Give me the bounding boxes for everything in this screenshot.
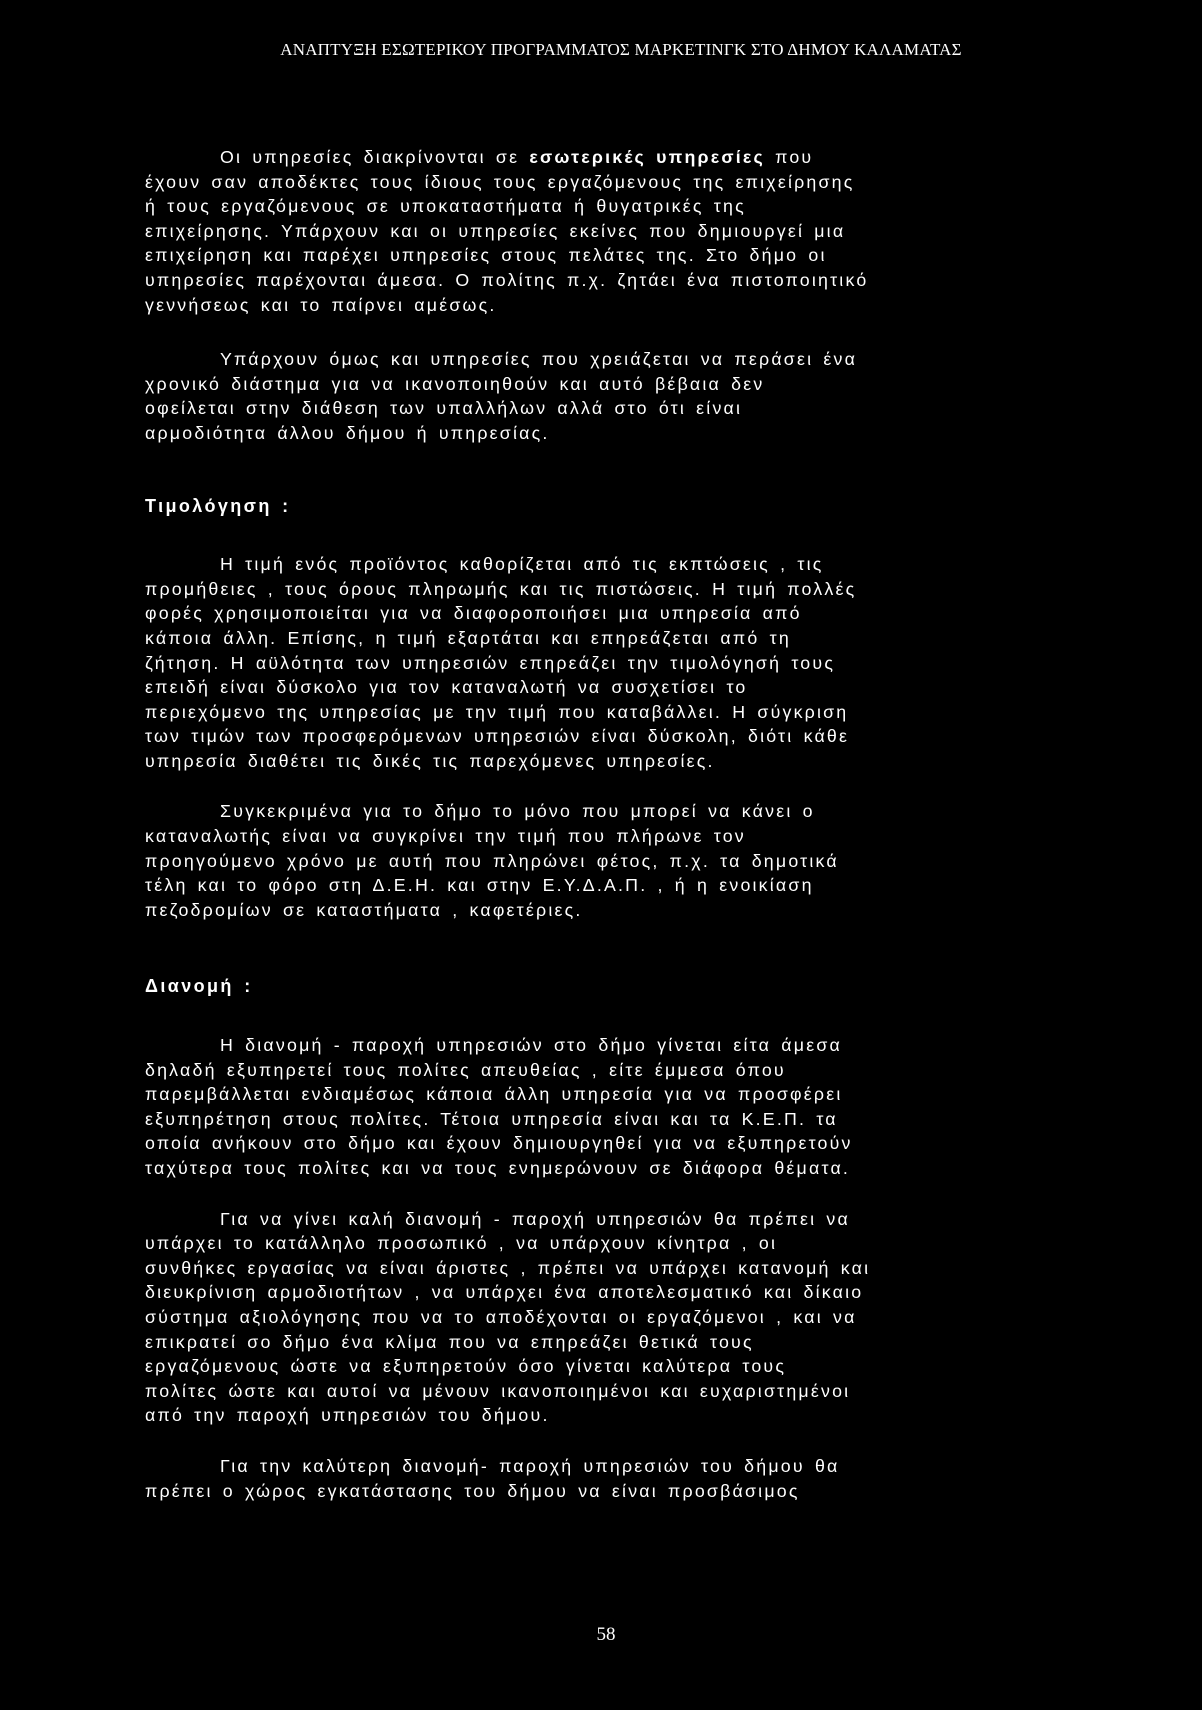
text-line: εξυπηρέτηση στους πολίτες. Τέτοια υπηρεσία είναι και τα Κ.Ε.Π. τα xyxy=(145,1108,838,1129)
text-line: επιχείρηση και παρέχει υπηρεσίες στους πελάτες της. Στο δήμο οι xyxy=(145,245,827,266)
running-header: ΑΝΑΠΤΥΞΗ ΕΣΩΤΕΡΙΚΟΥ ΠΡΟΓΡΑΜΜΑΤΟΣ ΜΑΡΚΕΤΙΝΓΚ ΣΤΟ ΔΗΜΟΥ ΚΑΛΑΜΑΤΑΣ xyxy=(280,40,962,59)
text-line: συνθήκες εργασίας να είναι άριστες , πρέπει να υπάρχει κατανομή και xyxy=(145,1257,871,1278)
text-line: ζήτηση. Η αϋλότητα των υπηρεσιών επηρεάζει την τιμολόγησή τους xyxy=(145,652,836,673)
text-span: που xyxy=(775,147,814,167)
page-number: 58 xyxy=(596,1624,616,1645)
text-line: κάποια άλλη. Επίσης, η τιμή εξαρτάται και επηρεάζεται από τη xyxy=(145,627,791,648)
body-text xyxy=(145,145,1045,1503)
text-line: Υπάρχουν όμως και υπηρεσίες που χρειάζεται να περάσει ένα xyxy=(220,349,858,370)
text-line: ή τους εργαζόμενους σε υποκαταστήματα ή θυγατρικές της xyxy=(145,196,746,217)
paragraph-good-distribution xyxy=(145,1207,1045,1428)
text-span: Οι υπηρεσίες διακρίνονται σε xyxy=(220,147,520,167)
text-line: σύστημα αξιολόγησης που να το αποδέχονται οι εργαζόμενοι , και να xyxy=(145,1306,857,1327)
text-line: προμήθειες , τους όρους πληρωμής και τις πιστώσεις. Η τιμή πολλές xyxy=(145,578,857,599)
text-line: Η τιμή ενός προϊόντος καθορίζεται από τις εκπτώσεις , τις xyxy=(220,554,824,575)
text-line: περιεχόμενο της υπηρεσίας με την τιμή που καταβάλλει. Η σύγκριση xyxy=(145,701,849,722)
text-line: Η διανομή - παροχή υπηρεσιών στο δήμο γίνεται είτα άμεσα xyxy=(220,1035,842,1056)
text-line: οποία ανήκουν στο δήμο και έχουν δημιουργηθεί για να εξυπηρετούν xyxy=(145,1133,853,1154)
text-line: των τιμών των προσφερόμενων υπηρεσιών είναι δύσκολη, διότι κάθε xyxy=(145,726,850,747)
text-line: επιχείρησης. Υπάρχουν και οι υπηρεσίες εκείνες που δημιουργεί μια xyxy=(145,220,846,241)
emphasis-internal-services: εσωτερικές υπηρεσίες xyxy=(529,147,765,167)
text-line: αρμοδιότητα άλλου δήμου ή υπηρεσίας. xyxy=(145,422,550,443)
text-line: υπάρχει το κατάλληλο προσωπικό , να υπάρχουν κίνητρα , οι xyxy=(145,1233,778,1254)
text-line: υπηρεσίες παρέχονται άμεσα. Ο πολίτης π.χ. ζητάει ένα πιστοποιητικό xyxy=(145,269,869,290)
text-line: τέλη και το φόρο στη Δ.Ε.Η. και στην Ε.Υ.Δ.Α.Π. , ή η ενοικίαση xyxy=(145,875,814,896)
paragraph-accessibility xyxy=(145,1454,1045,1503)
text-line: πρέπει ο χώρος εγκατάστασης του δήμου να είναι προσβάσιμος xyxy=(145,1480,800,1501)
paragraph-delayed-services xyxy=(145,347,1045,445)
text-line: Για να γίνει καλή διανομή - παροχή υπηρεσιών θα πρέπει να xyxy=(220,1208,850,1229)
text-line: χρονικό διάστημα για να ικανοποιηθούν και αυτό βέβαια δεν xyxy=(145,373,765,394)
paragraph-pricing xyxy=(145,552,1045,773)
text-line: Συγκεκριμένα για το δήμο το μόνο που μπορεί να κάνει ο xyxy=(220,801,815,822)
paragraph-municipal-pricing xyxy=(145,799,1045,922)
text-line: δηλαδή εξυπηρετεί τους πολίτες απευθείας , είτε έμμεσα όπου xyxy=(145,1059,786,1080)
text-line: επικρατεί σο δήμο ένα κλίμα που να επηρεάζει θετικά τους xyxy=(145,1331,754,1352)
text-line: προηγούμενο χρόνο με αυτή που πληρώνει φέτος, π.χ. τα δημοτικά xyxy=(145,850,839,871)
section-heading-pricing: Τιμολόγηση : xyxy=(145,495,291,516)
text-line: γεννήσεως και το παίρνει αμέσως. xyxy=(145,294,497,315)
text-line: επειδή είναι δύσκολο για τον καταναλωτή να συσχετίσει το xyxy=(145,677,748,698)
section-heading-distribution: Διανομή : xyxy=(145,976,253,997)
paragraph-distribution xyxy=(145,1033,1045,1181)
text-line: από την παροχή υπηρεσιών του δήμου. xyxy=(145,1405,550,1426)
text-line: εργαζόμενους ώστε να εξυπηρετούν όσο γίνεται καλύτερα τους xyxy=(145,1356,787,1377)
text-line: πεζοδρομίων σε καταστήματα , καφετέριες. xyxy=(145,899,583,920)
text-line: φορές χρησιμοποιείται για να διαφοροποιήσει μια υπηρεσία από xyxy=(145,603,802,624)
text-line: πολίτες ώστε και αυτοί να μένουν ικανοποιημένοι και ευχαριστημένοι xyxy=(145,1380,851,1401)
text-line xyxy=(145,145,1045,170)
paragraph-internal-services xyxy=(145,145,1045,317)
text-line: διευκρίνιση αρμοδιοτήτων , να υπάρχει ένα αποτελεσματικό και δίκαιο xyxy=(145,1282,864,1303)
text-line: ταχύτερα τους πολίτες και να τους ενημερώνουν σε διάφορα θέματα. xyxy=(145,1158,851,1178)
text-line: παρεμβάλλεται ενδιαμέσως κάποια άλλη υπηρεσία για να προσφέρει xyxy=(145,1084,843,1105)
text-line: υπηρεσία διαθέτει τις δικές τις παρεχόμενες υπηρεσίες. xyxy=(145,750,715,771)
text-line: καταναλωτής είναι να συγκρίνει την τιμή που πλήρωνε τον xyxy=(145,826,746,847)
text-line: οφείλεται στην διάθεση των υπαλλήλων αλλά στο ότι είναι xyxy=(145,398,743,419)
text-line: έχουν σαν αποδέκτες τους ίδιους τους εργαζόμενους της επιχείρησης xyxy=(145,171,855,192)
text-line: Για την καλύτερη διανομή- παροχή υπηρεσιών του δήμου θα xyxy=(220,1455,840,1476)
